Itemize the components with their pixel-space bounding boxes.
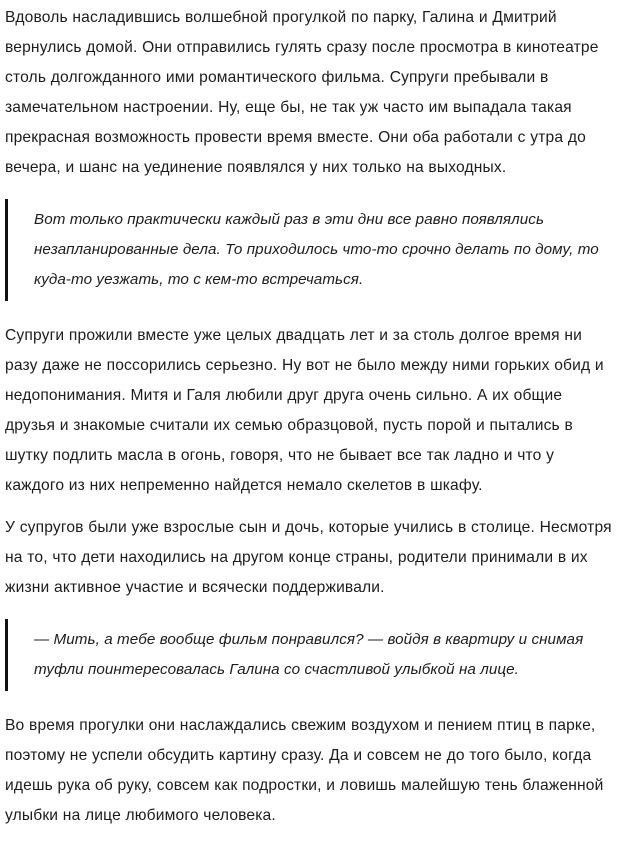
- blockquote-1: [5, 199, 612, 301]
- paragraph-1: Вдоволь насладившись волшебной прогулкой по парку, Галина и Дмитрий вернулись домой. Они отправились гулять сразу после просмотра в кинотеатре столь долгожданного ими романтического фильма. Супруги пребывали в замечательном настроении. Ну, еще бы, не так уж часто им выпадала такая прекрасная возможность провести время вместе. Они оба работали с утра до вечера, и шанс на уединение появлялся у них только на выходных.: [5, 9, 599, 176]
- blockquote-2-text: — Мить, а тебе вообще фильм понравился? — войдя в квартиру и снимая туфли поинтересовалась Галина со счастливой улыбкой на лице.: [34, 631, 584, 678]
- paragraph-4: Во время прогулки они наслаждались свежим воздухом и пением птиц в парке, поэтому не успели обсудить картину сразу. Да и совсем не до того было, когда идешь рука об руку, совсем как подростки, и ловишь малейшую тень блаженной улыбки на лице любимого человека.: [5, 717, 604, 824]
- paragraph-2: Супруги прожили вместе уже целых двадцать лет и за столь долгое время ни разу даже не поссорились серьезно. Ну вот не было между ними горьких обид и недопонимания. Митя и Галя любили друг друга очень сильно. А их общие друзья и знакомые считали их семью образцовой, пусть порой и пытались в шутку подлить масла в огонь, говоря, что не бывает все так ладно и что у каждого из них непременно найдется немало скелетов в шкафу.: [5, 327, 604, 494]
- bottom-spacer: [5, 843, 612, 853]
- blockquote-1-text: Вот только практически каждый раз в эти дни все равно появлялись незапланированные дела. То приходилось что-то срочно делать по дому, то куда-то уезжать, то с кем-то встречаться.: [34, 211, 599, 288]
- blockquote-2: [5, 619, 612, 691]
- paragraph-3: У супругов были уже взрослые сын и дочь, которые учились в столице. Несмотря на то, что дети находились на другом конце страны, родители принимали в их жизни активное участие и всячески поддерживали.: [5, 519, 612, 596]
